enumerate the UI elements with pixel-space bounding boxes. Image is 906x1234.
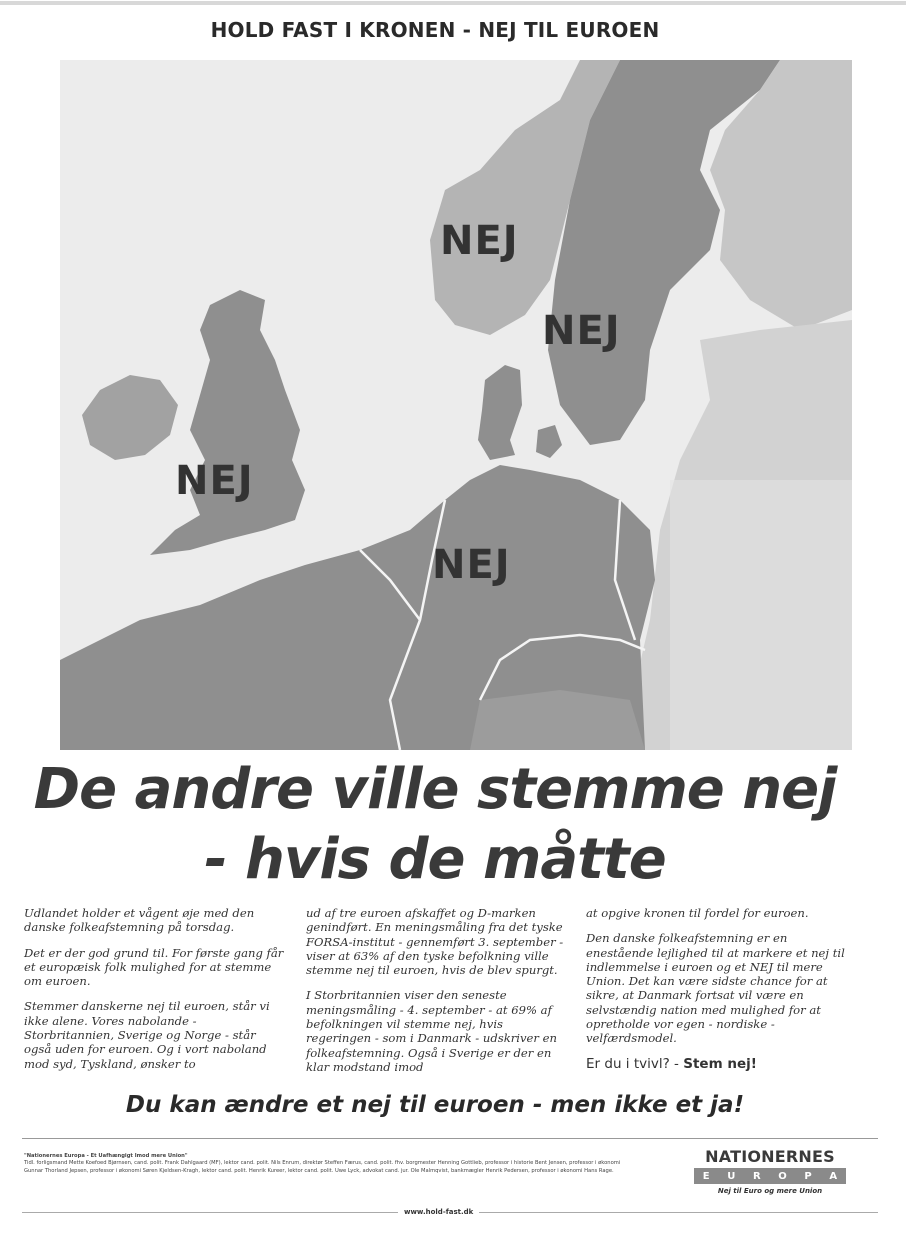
text-column-2 bbox=[306, 906, 568, 1085]
website-url: www.hold-fast.dk bbox=[398, 1208, 479, 1216]
logo-letter: P bbox=[804, 1170, 812, 1182]
logo-letter: U bbox=[727, 1170, 736, 1182]
paragraph: I Storbritannien viser den seneste meningsmåling - 4. september - at 69% af befolkningen vil stemme nej, hvis regeringen - som i Danmark - udskriver en folkeafstemning. Også i Sverige er der en klar modstand imod bbox=[306, 988, 557, 1074]
call-to-action bbox=[586, 1057, 848, 1071]
paragraph: Det er der god grund til. For første gang får et europæisk folk mulighed for at stemme om euroen. bbox=[24, 945, 284, 989]
top-rule bbox=[0, 1, 906, 5]
nej-label-sweden: NEJ bbox=[542, 308, 621, 354]
cta-question: Er du i tvivl? - bbox=[586, 1055, 684, 1072]
logo-europa-bar bbox=[694, 1168, 846, 1184]
nationernes-europa-logo bbox=[694, 1147, 846, 1195]
nej-label-britain: NEJ bbox=[175, 458, 254, 504]
europe-map bbox=[60, 60, 852, 750]
top-headline: HOLD FAST I KRONEN - NEJ TIL EUROEN bbox=[210, 18, 660, 42]
nej-label-germany: NEJ bbox=[432, 542, 511, 588]
logo-letter: O bbox=[778, 1170, 787, 1182]
paragraph: Udlandet holder et vågent øje med den danske folkeafstemning på torsdag. bbox=[24, 906, 255, 935]
logo-letter: R bbox=[752, 1170, 761, 1182]
cta-bold: Stem nej! bbox=[683, 1055, 757, 1072]
fine-print bbox=[24, 1153, 624, 1175]
paragraph: Stemmer danskerne nej til euroen, står vi ikke alene. Vores nabolande - Storbritannien, Sverige og Norge - står også uden for euroen. Og i vort naboland mod syd, Tyskland, ønsker to bbox=[24, 999, 270, 1071]
paragraph: ud af tre euroen afskaffet og D-marken genindført. En meningsmåling fra det tyske FORSA-institut - gennemført 3. september - viser at 63% af den tyske befolkning ville stemme nej til euroen, hvis de blev spurgt. bbox=[306, 906, 564, 978]
text-column-1 bbox=[24, 906, 286, 1082]
paragraph: at opgive kronen til fordel for euroen. bbox=[586, 906, 809, 920]
footer-divider bbox=[22, 1138, 878, 1139]
nej-label-norway: NEJ bbox=[440, 218, 519, 264]
logo-title: NATIONERNES bbox=[705, 1147, 835, 1166]
headline-line-2: - hvis de måtte bbox=[204, 827, 666, 892]
logo-letter: E bbox=[702, 1170, 710, 1182]
fine-print-body: Tidl. forligsmand Mette Koefoed Bjørnsen, cand. polit. Frank Dahlgaard (MF), lektor cand. polit. Nils Enrum, direktør Steffen Færus, cand. polit. fhv. borgmester Henning Gottlieb, professor i historie Bent Jensen, professor i økonomi Gunnar Thorland Jepsen, professor i økonomi Søren Kjeldsen-Kragh, lektor cand. polit. Henrik Kureer, lektor cand. polit. Uwe Lyck, advokat cand. jur. Ole Malmqvist, bankmægler Henrik Pedersen, professor i økonomi Hans Rage. bbox=[24, 1160, 621, 1174]
logo-subtitle: Nej til Euro og mere Union bbox=[717, 1187, 823, 1195]
logo-letter: A bbox=[829, 1170, 838, 1182]
paragraph: Den danske folkeafstemning er en enestående lejlighed til at markere et nej til indlemmelse i euroen og et NEJ til mere Union. Det kan være sidste chance for at sikre, at Danmark fortsat vil være en selvstændig nation med mulighed for at opretholde vor egen - nordiske - velfærdsmodel. bbox=[586, 931, 845, 1046]
austria-shape bbox=[470, 690, 645, 750]
text-column-3 bbox=[586, 906, 848, 1071]
fine-print-title: "Nationernes Europa - Et Uafhængigt Imod mere Union" bbox=[24, 1153, 188, 1159]
slogan: Du kan ændre et nej til euroen - men ikke et ja! bbox=[125, 1092, 745, 1118]
headline-line-1: De andre ville stemme nej bbox=[33, 757, 837, 822]
